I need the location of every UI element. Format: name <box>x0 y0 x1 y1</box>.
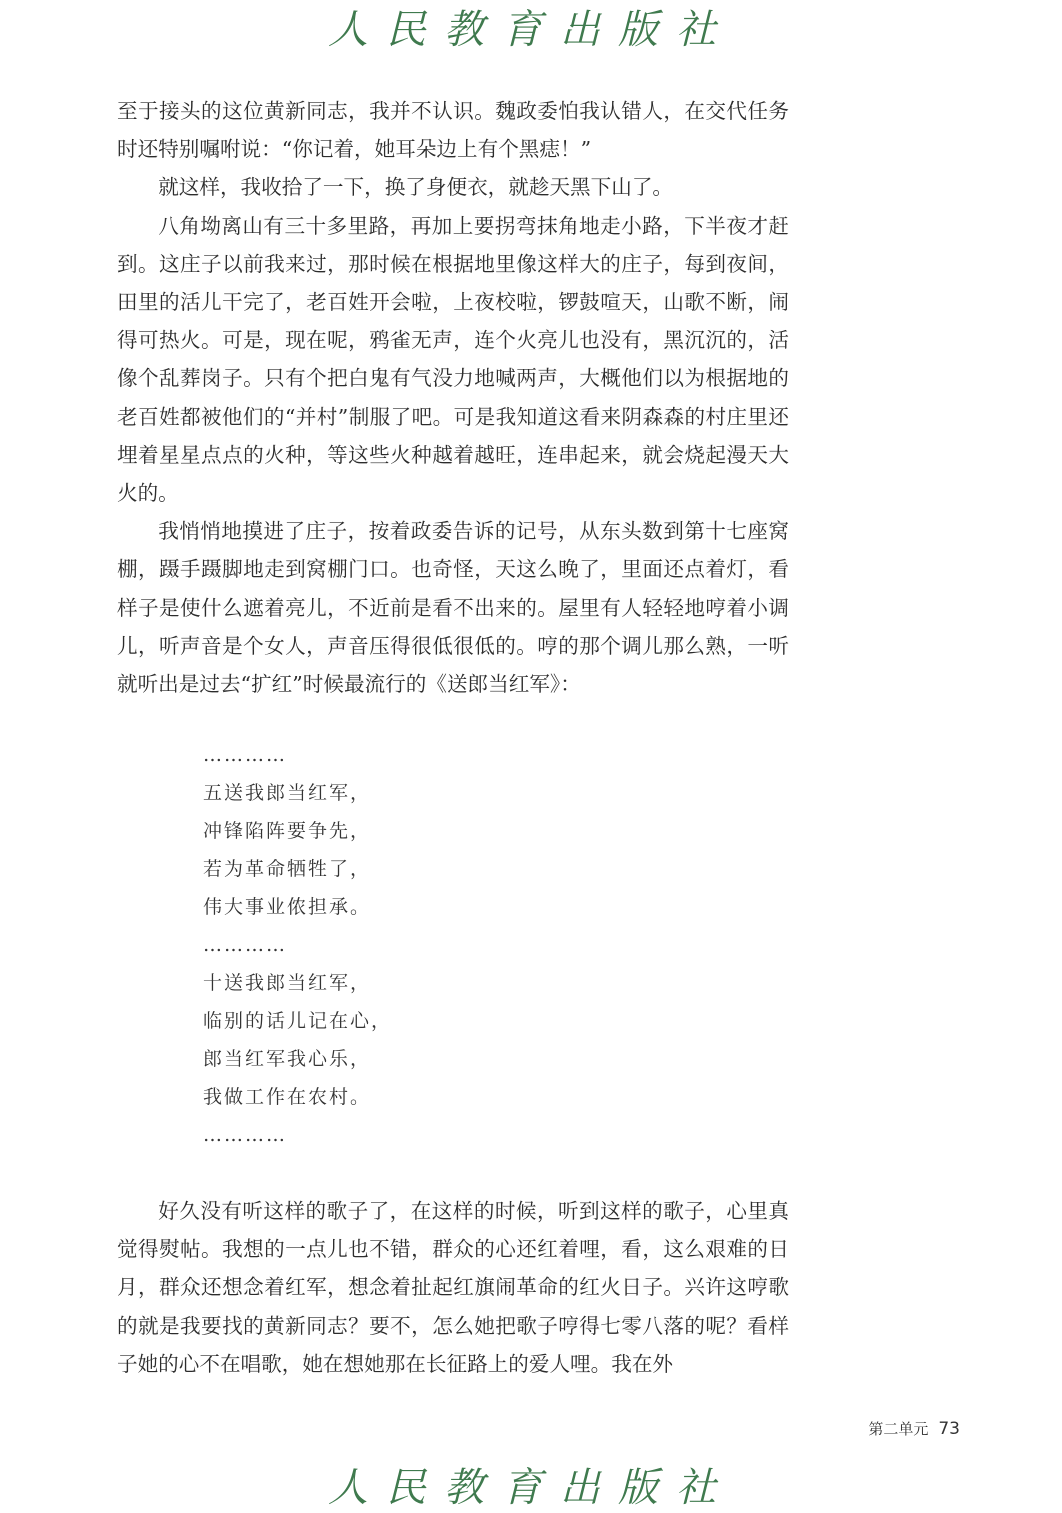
lyric-line: 冲锋陷阵要争先， <box>203 820 372 842</box>
paragraph: 就这样，我收拾了一下，换了身便衣，就趁天黑下山了。 <box>158 175 674 200</box>
lyric-line: ………… <box>203 744 287 766</box>
page-number: 73 <box>938 1419 960 1439</box>
page-footer <box>868 1418 960 1439</box>
paragraph: 至于接头的这位黄新同志，我并不认识。魏政委怕我认错人，在交代任务时还特别嘱咐说：“你记着，她耳朵边上有个黑痣！” <box>117 99 789 162</box>
publisher-watermark-top: 人民教育出版社 <box>328 7 734 53</box>
paragraph: 我悄悄地摸进了庄子，按着政委告诉的记号，从东头数到第十七座窝棚，蹑手蹑脚地走到窝棚门口。也奇怪，天这么晚了，里面还点着灯，看样子是使什么遮着亮儿，不近前是看不出来的。屋里有人轻轻地哼着小调儿，听声音是个女人，声音压得很低很低的。哼的那个调儿那么熟，一听就听出是过去“扩红”时候最流行的《送郎当红军》： <box>117 519 789 697</box>
continuation-text-block <box>117 1192 789 1383</box>
lyric-line: 五送我郎当红军， <box>203 782 372 804</box>
lyric-line: 若为革命牺牲了， <box>203 858 372 880</box>
main-text-block <box>117 92 789 703</box>
lyric-line: 临别的话儿记在心， <box>203 1010 393 1032</box>
lyric-line: ………… <box>203 934 287 956</box>
publisher-watermark-bottom: 人民教育出版社 <box>328 1465 734 1511</box>
unit-label: 第二单元 <box>868 1420 929 1438</box>
lyric-line: 伟大事业侬担承。 <box>203 896 372 918</box>
lyric-line: 我做工作在农村。 <box>203 1086 372 1108</box>
lyric-line: 郎当红军我心乐， <box>203 1048 372 1070</box>
paragraph: 好久没有听这样的歌子了，在这样的时候，听到这样的歌子，心里真觉得熨帖。我想的一点儿也不错，群众的心还红着哩，看，这么艰难的日月，群众还想念着红军，想念着扯起红旗闹革命的红火日子。兴许这哼歌的就是我要找的黄新同志？要不，怎么她把歌子哼得七零八落的呢？看样子她的心不在唱歌，她在想她那在长征路上的爱人哩。我在外 <box>117 1199 789 1376</box>
paragraph: 八角坳离山有三十多里路，再加上要拐弯抹角地走小路，下半夜才赶到。这庄子以前我来过，那时候在根据地里像这样大的庄子，每到夜间，田里的活儿干完了，老百姓开会啦，上夜校啦，锣鼓喧天，山歌不断，闹得可热火。可是，现在呢，鸦雀无声，连个火亮儿也没有，黑沉沉的，活像个乱葬岗子。只有个把白鬼有气没力地喊两声，大概他们以为根据地的老百姓都被他们的“并村”制服了吧。可是我知道这看来阴森森的村庄里还埋着星星点点的火种，等这些火种越着越旺，连串起来，就会烧起漫天大火的。 <box>117 213 789 506</box>
song-lyrics <box>203 736 392 1154</box>
lyric-line: 十送我郎当红军， <box>203 972 372 994</box>
lyric-line: ………… <box>203 1124 287 1146</box>
